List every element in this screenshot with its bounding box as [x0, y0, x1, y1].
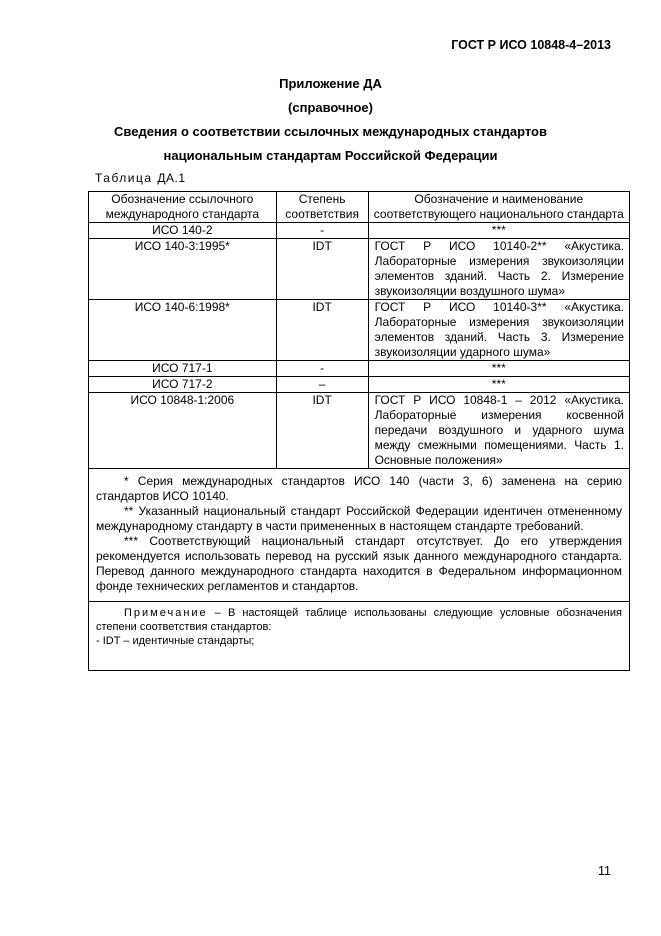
cell-national: ***	[368, 223, 629, 239]
table-row	[89, 223, 630, 239]
note-cell	[89, 602, 630, 671]
cell-national: ГОСТ Р ИСО 10140-3** «Акустика. Лабораторные измерения звукоизоляции элементов зданий. Часть 3. Измерение звукоизоляции ударного шума»	[368, 300, 629, 361]
cell-intl: ИСО 717-2	[89, 377, 277, 393]
cell-degree: –	[276, 377, 368, 393]
note-paragraph	[96, 606, 622, 634]
document-code: ГОСТ Р ИСО 10848-4–2013	[451, 38, 611, 52]
note-label: Примечание	[124, 607, 208, 619]
cell-degree: -	[276, 223, 368, 239]
appendix-title: Приложение ДА	[279, 76, 382, 91]
note-item: - IDT – идентичные стандарты;	[96, 635, 255, 647]
footnote-2: ** Указанный национальный стандарт Российской Федерации идентичен отмененному международному стандарту в части примененных в настоящем стандарте требований.	[96, 504, 622, 533]
cell-intl: ИСО 10848-1:2006	[89, 393, 277, 469]
cell-degree: IDT	[276, 239, 368, 300]
table-row	[89, 393, 630, 469]
cell-national: ***	[368, 361, 629, 377]
appendix-subtitle: (справочное)	[288, 100, 373, 115]
header-national-standard: Обозначение и наименование соответствующего национального стандарта	[368, 192, 629, 223]
cell-national: ГОСТ Р ИСО 10848-1 – 2012 «Акустика. Лабораторные измерения косвенной передачи воздушного и ударного шума между смежными помещениями. Часть 1. Основные положения»	[368, 393, 629, 469]
cell-degree: IDT	[276, 300, 368, 361]
table-row	[89, 239, 630, 300]
cell-degree: IDT	[276, 393, 368, 469]
page-number: 11	[598, 864, 611, 878]
cell-intl: ИСО 140-2	[89, 223, 277, 239]
cell-intl: ИСО 140-3:1995*	[89, 239, 277, 300]
table-row	[89, 377, 630, 393]
header-degree: Степень соответствия	[276, 192, 368, 223]
table-label	[95, 171, 186, 185]
note-row	[89, 602, 630, 671]
footnotes-row	[89, 469, 630, 602]
table-label-word: Таблица	[95, 171, 153, 185]
cell-degree: -	[276, 361, 368, 377]
cell-intl: ИСО 717-1	[89, 361, 277, 377]
correspondence-table	[88, 191, 630, 671]
footnotes-cell	[89, 469, 630, 602]
cell-national: ***	[368, 377, 629, 393]
footnote-3: *** Соответствующий национальный стандарт отсутствует. До его утверждения рекомендуется использовать перевод на русский язык данного международного стандарта. Перевод данного международного стандарта находится в Федеральном информационном фонде технических регламентов и стандартов.	[96, 534, 622, 593]
cell-intl: ИСО 140-6:1998*	[89, 300, 277, 361]
table-row	[89, 361, 630, 377]
appendix-heading-line-1: Сведения о соответствии ссылочных международных стандартов	[114, 124, 547, 139]
table-header-row	[89, 192, 630, 223]
table-label-number: ДА.1	[157, 171, 186, 185]
footnote-1: * Серия международных стандартов ИСО 140 (части 3, 6) заменена на серию стандартов ИСО 10140.	[96, 474, 622, 503]
note-text: – В настоящей таблице использованы следующие условные обозначения степени соответствия стандартов:	[96, 607, 622, 633]
appendix-heading-line-2: национальным стандартам Российской Федерации	[163, 148, 498, 163]
table-row	[89, 300, 630, 361]
header-intl-standard: Обозначение ссылочного международного стандарта	[89, 192, 277, 223]
cell-national: ГОСТ Р ИСО 10140-2** «Акустика. Лабораторные измерения звукоизоляции элементов зданий. Часть 2. Измерение звукоизоляции воздушного шума»	[368, 239, 629, 300]
